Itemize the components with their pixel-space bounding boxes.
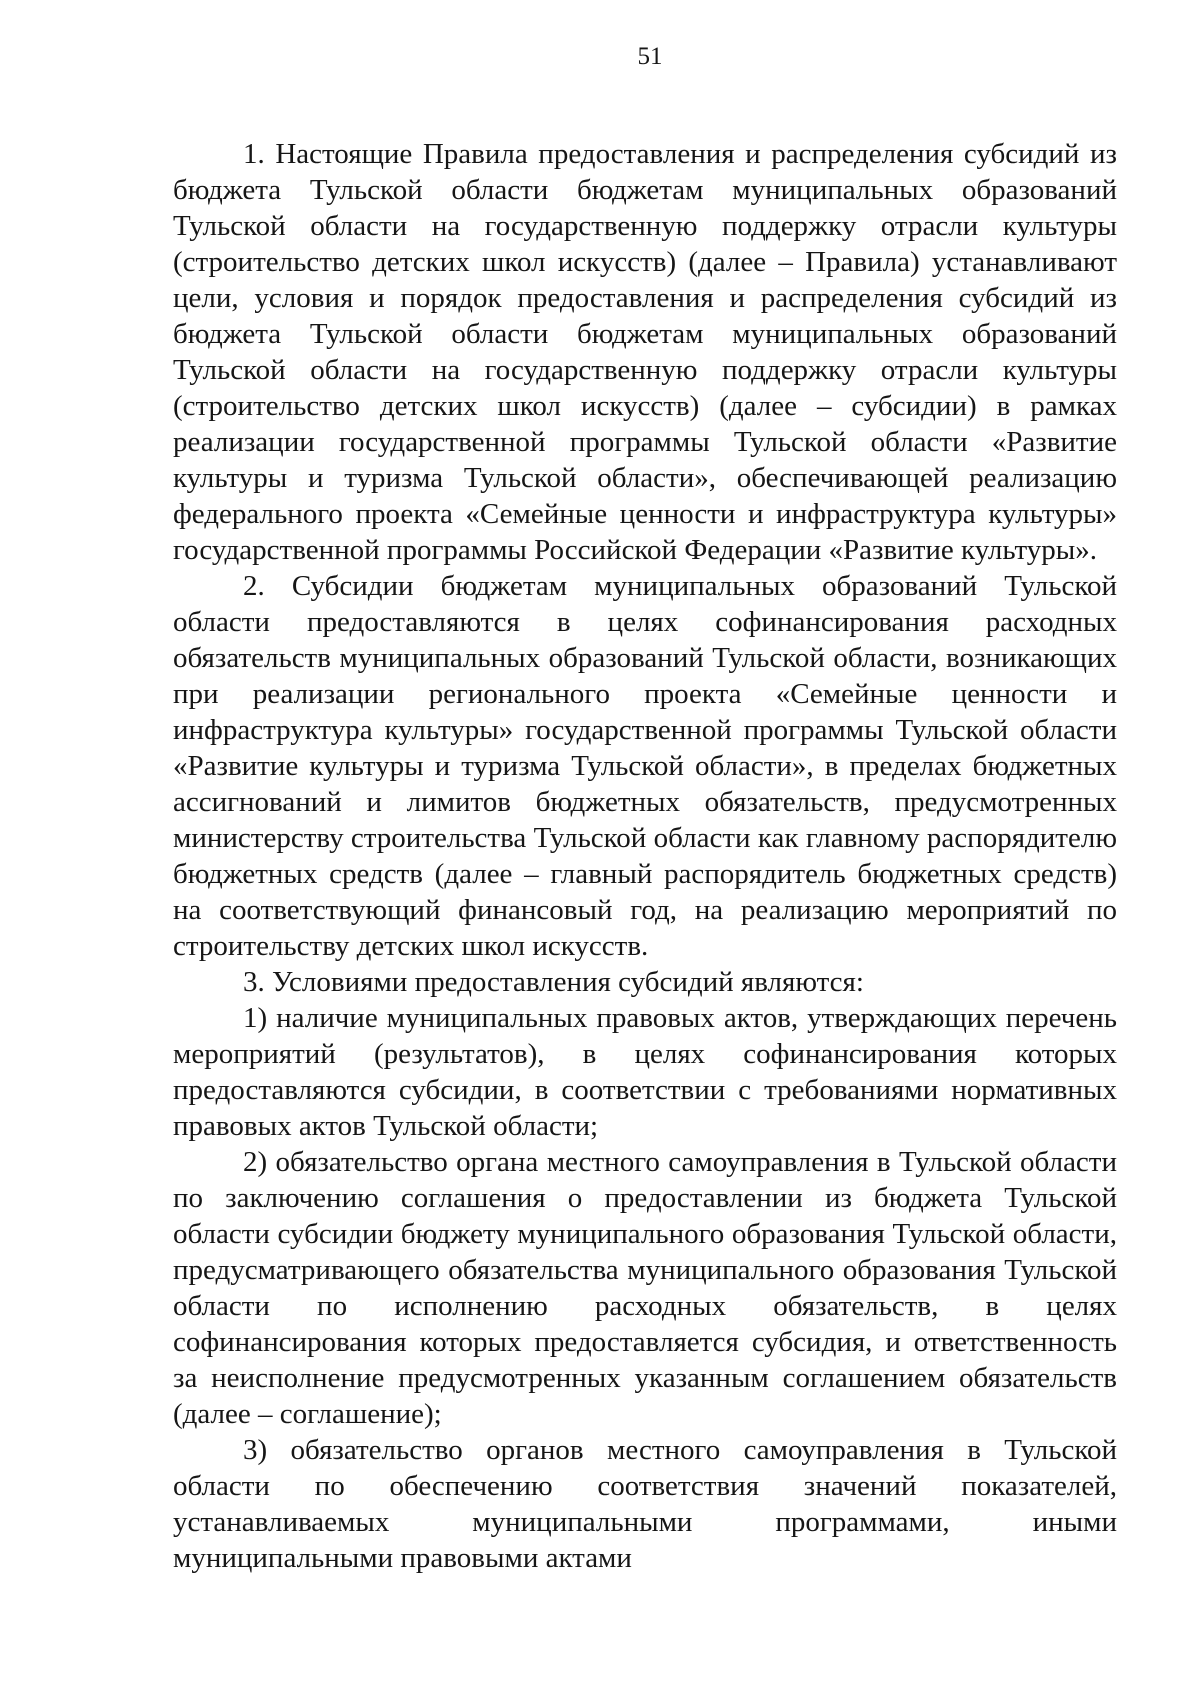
paragraph-3: 3. Условиями предоставления субсидий являются:	[243, 966, 864, 998]
paragraph-3-item-1: 1) наличие муниципальных правовых актов, утверждающих перечень мероприятий (результатов), в целях софинансирования которых предоставляются субсидии, в соответствии с требованиями нормативных правовых актов Тульской области;	[173, 1002, 1117, 1142]
paragraph-2: 2. Субсидии бюджетам муниципальных образований Тульской области предоставляются в целях софинансирования расходных обязательств муниципальных образований Тульской области, возникающих при реализации регионального проекта «Семейные ценности и инфраструктура культуры» государственной программы Тульской области «Развитие культуры и туризма Тульской области», в пределах бюджетных ассигнований и лимитов бюджетных обязательств, предусмотренных министерству строительства Тульской области как главному распорядителю бюджетных средств (далее – главный распорядитель бюджетных средств) на соответствующий финансовый год, на реализацию мероприятий по строительству детских школ искусств.	[173, 570, 1117, 962]
page-number: 51	[637, 43, 663, 70]
paragraph-3-item-3: 3) обязательство органов местного самоуправления в Тульской области по обеспечению соответствия значений показателей, устанавливаемых муниципальными программами, иными муниципальными правовыми актами	[173, 1434, 1117, 1574]
paragraph-1: 1. Настоящие Правила предоставления и распределения субсидий из бюджета Тульской области бюджетам муниципальных образований Тульской области на государственную поддержку отрасли культуры (строительство детских школ искусств) (далее – Правила) устанавливают цели, условия и порядок предоставления и распределения субсидий из бюджета Тульской области бюджетам муниципальных образований Тульской области на государственную поддержку отрасли культуры (строительство детских школ искусств) (далее – субсидии) в рамках реализации государственной программы Тульской области «Развитие культуры и туризма Тульской области», обеспечивающей реализацию федерального проекта «Семейные ценности и инфраструктура культуры» государственной программы Российской Федерации «Развитие культуры».	[173, 138, 1117, 566]
paragraph-3-item-2: 2) обязательство органа местного самоуправления в Тульской области по заключению соглашения о предоставлении из бюджета Тульской области субсидии бюджету муниципального образования Тульской области, предусматривающего обязательства муниципального образования Тульской области по исполнению расходных обязательств, в целях софинансирования которых предоставляется субсидия, и ответственность за неисполнение предусмотренных указанным соглашением обязательств (далее – соглашение);	[173, 1146, 1117, 1430]
document-body	[173, 136, 1117, 1576]
